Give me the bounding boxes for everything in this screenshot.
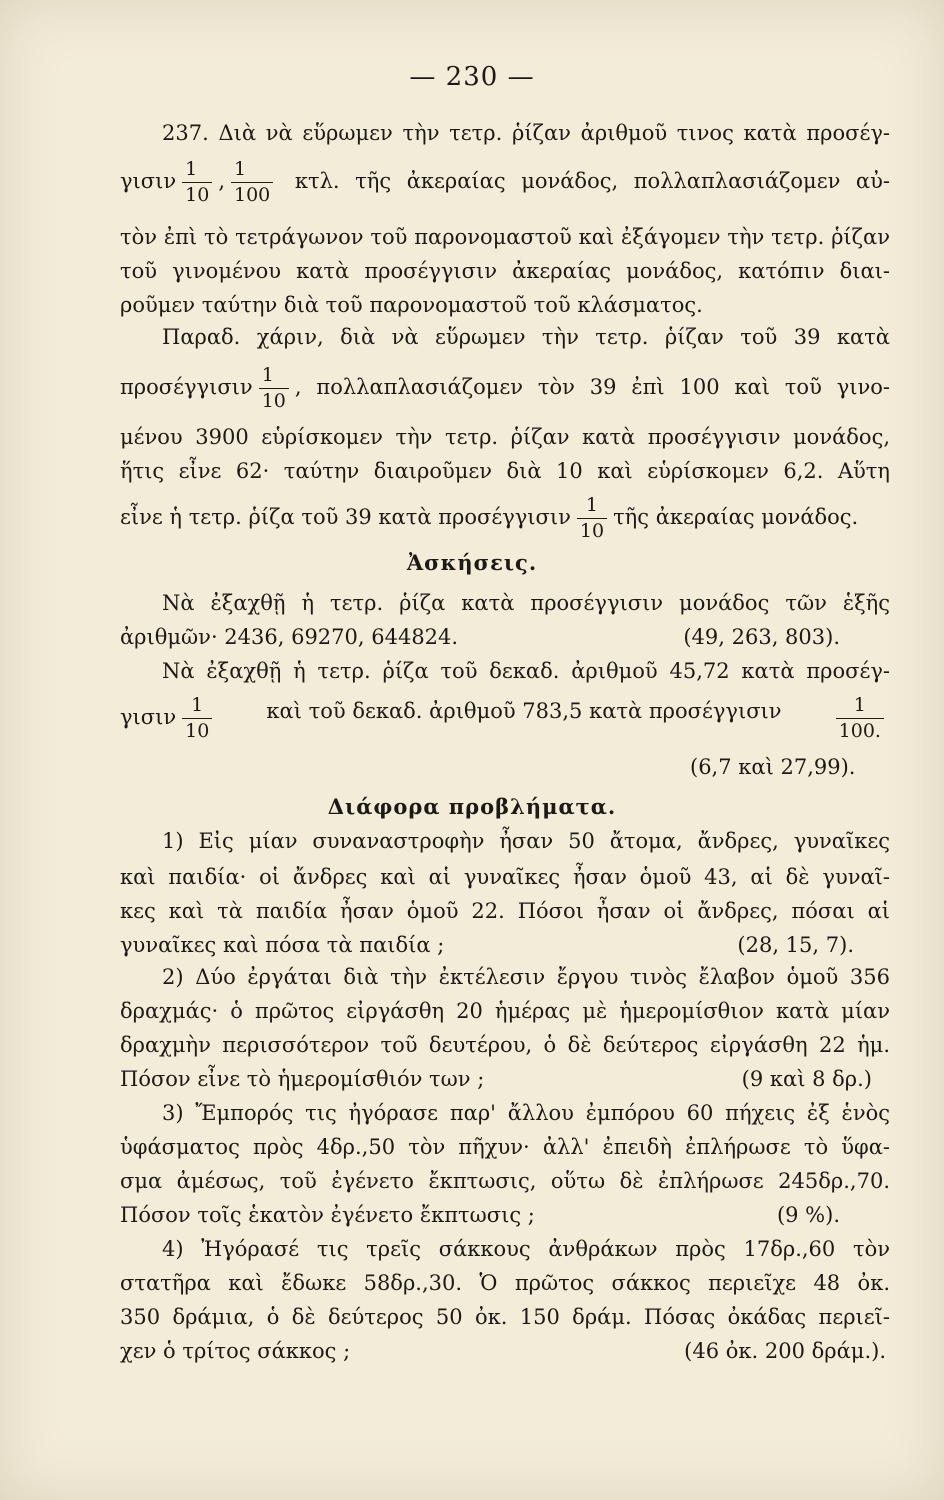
problem-4-line-1: 4) Ἠγόρασέ τις τρεῖς σάκκους ἀνθράκων πρὸς 17δρ.,60 τὸν bbox=[162, 1237, 890, 1261]
problem-1-line-3: κες καὶ τὰ παιδία ἦσαν ὁμοῦ 22. Πόσοι ἦσαν οἱ ἄνδρες, πόσαι αἱ bbox=[120, 899, 890, 923]
problem-2-answer: (9 καὶ 8 δρ.) bbox=[741, 1067, 872, 1091]
section-237-line-5: ροῦμεν ταύτην διὰ τοῦ παρονομαστοῦ τοῦ κλάσματος. bbox=[120, 293, 703, 317]
problem-2-line-1: 2) Δύο ἐργάται διὰ τὴν ἐκτέλεσιν ἔργου τινὸς ἔλαβον ὁμοῦ 356 bbox=[162, 965, 890, 989]
fraction-1-10: $\frac{1}{10}$ bbox=[182, 160, 212, 205]
section-237-line-1: 237. Διὰ νὰ εὕρωμεν τὴν τετρ. ῥίζαν ἀριθμοῦ τινος κατὰ προσέγ- bbox=[162, 121, 890, 145]
problems-heading: Διάφορα προβλήματα. bbox=[327, 794, 617, 819]
exercises-line-2: ἀριθμῶν· 2436, 69270, 644824. (49, 263, 803). bbox=[120, 622, 890, 652]
section-237-line-10: εἶνε ἡ τετρ. ῥίζα τοῦ 39 κατὰ προσέγγισιν $\frac{1}{10}$ τῆς ἀκεραίας μονάδος. bbox=[120, 494, 859, 542]
problem-3-line-2: ὑφάσματος πρὸς 4δρ.,50 τὸν πῆχυν· ἀλλ' ἐπειδὴ ἐπλήρωσε τὸ ὕφα- bbox=[120, 1135, 890, 1159]
problem-2-line-4: Πόσον εἶνε τὸ ἡμερομίσθιόν των ; (9 καὶ 8 δρ.) bbox=[120, 1064, 890, 1094]
fraction-1-10: $\frac{1}{10}$ bbox=[259, 366, 289, 411]
section-237-line-2: γισιν $\frac{1}{10}$ , $\frac{1}{100}$ κτλ. τῆς ἀκεραίας μονάδος, πολλαπλασιάζομεν αὐ- bbox=[120, 158, 890, 206]
section-237-line-7: προσέγγισιν $\frac{1}{10}$ , πολλαπλασιάζομεν τὸν 39 ἐπὶ 100 καὶ τοῦ γινο- bbox=[120, 364, 890, 412]
problem-1-line-1: 1) Εἰς μίαν συναναστροφὴν ἦσαν 50 ἄτομα, ἄνδρες, γυναῖκες bbox=[162, 829, 890, 853]
problem-2-line-2: δραχμάς· ὁ πρῶτος εἰργάσθη 20 ἡμέρας μὲ ἡμερομίσθιον κατὰ μίαν bbox=[120, 999, 890, 1023]
problem-4-line-4: χεν ὁ τρίτος σάκκος ; (46 ὀκ. 200 δράμ.). bbox=[120, 1336, 890, 1366]
exercise-answer: (49, 263, 803). bbox=[683, 625, 840, 649]
problem-2-line-3: δραχμὴν περισσότερον τοῦ δευτέρου, ὁ δὲ δεύτερος εἰργάσθη 22 ἡμ. bbox=[120, 1033, 890, 1057]
problem-1-line-4: γυναῖκες καὶ πόσα τὰ παιδία ; (28, 15, 7). bbox=[120, 930, 890, 960]
fraction-1-10: $\frac{1}{10}$ bbox=[182, 696, 212, 741]
exercises-heading: Ἀσκήσεις. bbox=[406, 550, 538, 575]
page-number: — 230 — bbox=[409, 62, 535, 92]
problem-4-line-2: στατῆρα καὶ ἔδωκε 58δρ.,30. Ὁ πρῶτος σάκκος περιεῖχε 48 ὀκ. bbox=[120, 1271, 890, 1295]
problem-3-line-3: σμα ἀμέσως, τοῦ ἐγένετο ἔκπτωσις, οὕτω δὲ ἐπλήρωσε 245δρ.,70. bbox=[120, 1169, 890, 1193]
section-237-line-4: τοῦ γινομένου κατὰ προσέγγισιν ἀκεραίας μονάδος, κατόπιν διαι- bbox=[120, 259, 890, 283]
section-237-line-9: ἥτις εἶνε 62· ταύτην διαιροῦμεν διὰ 10 καὶ εὑρίσκομεν 6,2. Αὕτη bbox=[120, 459, 890, 483]
problem-3-line-1: 3) Ἔμπορός τις ἠγόρασε παρ' ἄλλου ἐμπόρου 60 πήχεις ἐξ ἑνὸς bbox=[162, 1101, 890, 1125]
fraction-1-100: $\frac{1}{100.}$ bbox=[836, 696, 884, 741]
fraction-1-10: $\frac{1}{10}$ bbox=[577, 496, 607, 541]
exercises-line-1: Νὰ ἐξαχθῇ ἡ τετρ. ῥίζα κατὰ προσέγγισιν μονάδος τῶν ἑξῆς bbox=[162, 591, 890, 615]
problem-1-line-2: καὶ παιδία· οἱ ἄνδρες καὶ αἱ γυναῖκες ἦσαν ὁμοῦ 43, αἱ δὲ γυναῖ- bbox=[120, 865, 890, 889]
section-237-line-6: Παραδ. χάριν, διὰ νὰ εὕρωμεν τὴν τετρ. ῥίζαν τοῦ 39 κατὰ bbox=[162, 325, 890, 349]
exercises-line-3: Νὰ ἐξαχθῇ ἡ τετρ. ῥίζα τοῦ δεκαδ. ἀριθμοῦ 45,72 κατὰ προσέγ- bbox=[162, 659, 890, 683]
text: κτλ. τῆς ἀκεραίας μονάδος, πολλαπλασιάζομεν αὐ- bbox=[294, 169, 890, 193]
problem-3-line-4: Πόσον τοῖς ἑκατὸν ἐγένετο ἔκπτωσις ; (9 %). bbox=[120, 1200, 890, 1230]
exercises-line-4: γισιν $\frac{1}{10}$ καὶ τοῦ δεκαδ. ἀριθμοῦ 783,5 κατὰ προσέγγισιν $\frac{1}{100.}$ bbox=[120, 696, 890, 741]
problem-1-answer: (28, 15, 7). bbox=[737, 933, 854, 957]
problem-4-line-3: 350 δράμια, ὁ δὲ δεύτερος 50 ὀκ. 150 δράμ. Πόσας ὀκάδας περιεῖ- bbox=[120, 1305, 890, 1329]
section-237-line-3: τὸν ἐπὶ τὸ τετράγωνον τοῦ παρονομαστοῦ καὶ ἐξάγομεν τὴν τετρ. ῥίζαν bbox=[120, 225, 890, 249]
problem-4-answer: (46 ὀκ. 200 δράμ.). bbox=[684, 1339, 886, 1363]
text: γισιν bbox=[120, 169, 177, 193]
section-237-line-8: μένου 3900 εὑρίσκομεν τὴν τετρ. ῥίζαν κατὰ προσέγγισιν μονάδος, bbox=[120, 425, 890, 449]
problem-3-answer: (9 %). bbox=[776, 1203, 840, 1227]
exercise-answer-2: (6,7 καὶ 27,99). bbox=[690, 755, 856, 779]
fraction-1-100: $\frac{1}{100}$ bbox=[231, 160, 273, 205]
